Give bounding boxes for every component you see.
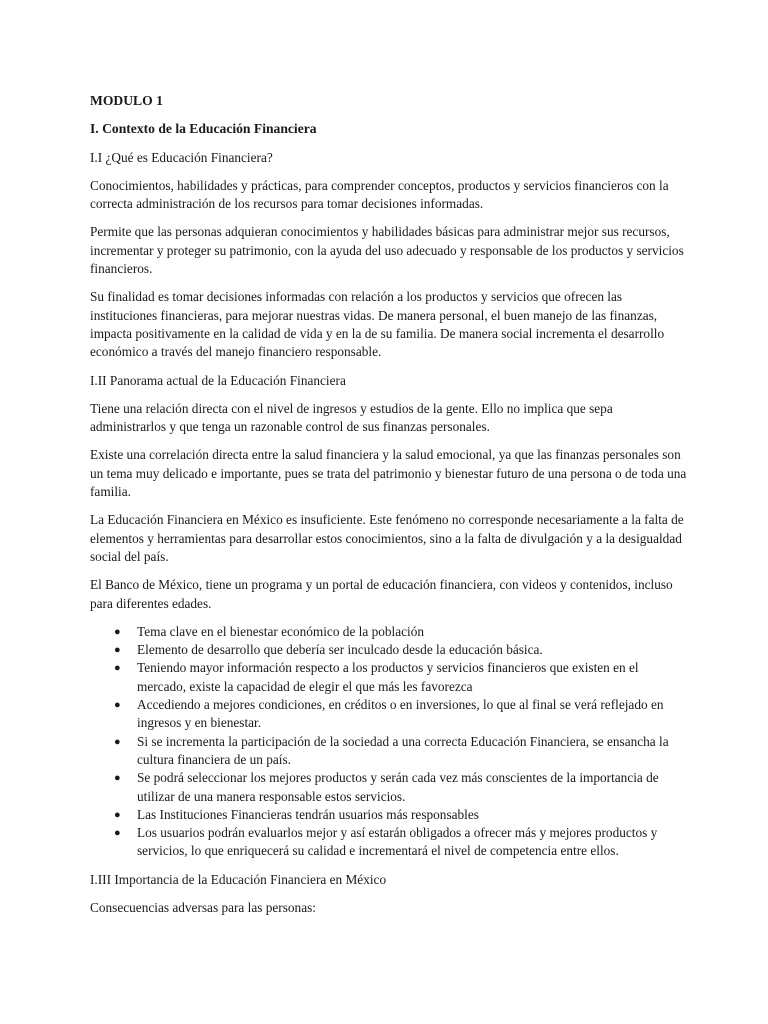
paragraph: Su finalidad es tomar decisiones informadas con relación a los productos y servicios que ofrecen las instituciones financieras, para mejorar nuestras vidas. De manera personal, el buen manejo de las finanzas, impacta positivamente en la calidad de vida y en la de su familia. De manera social incrementa el desarrollo económico a través del manejo financiero responsable.: [90, 289, 665, 360]
bullet-icon: ●: [114, 625, 121, 638]
bullet-item: [90, 824, 688, 861]
paragraph: Consecuencias adversas para las personas:: [90, 899, 316, 915]
bullet-icon: ●: [114, 735, 121, 748]
bullet-item: [90, 806, 688, 824]
paragraph: Existe una correlación directa entre la salud financiera y la salud emocional, ya que las finanzas personales son un tema muy delicado e importante, pues se trata del patrimonio y bienestar futuro de una persona o de toda una familia.: [90, 447, 687, 500]
subsection-heading-1: I.I ¿Qué es Educación Financiera?: [90, 149, 273, 165]
subsection-heading-3: I.III Importancia de la Educación Financiera en México: [90, 871, 387, 887]
bullet-icon: ●: [114, 827, 121, 840]
bullet-text: Teniendo mayor información respecto a los productos y servicios financieros que existen en el mercado, existe la capacidad de elegir el que más les favorezca: [137, 660, 639, 694]
bullet-text: Si se incrementa la participación de la sociedad a una correcta Educación Financiera, se ensancha la cultura financiera de un país.: [137, 733, 669, 767]
section-title: I. Contexto de la Educación Financiera: [90, 121, 317, 137]
bullet-item: [90, 623, 688, 641]
bullet-text: Elemento de desarrollo que debería ser inculcado desde la educación básica.: [137, 642, 543, 658]
bullet-icon: ●: [114, 808, 121, 821]
bullet-text: Tema clave en el bienestar económico de la población: [137, 623, 425, 639]
paragraph: El Banco de México, tiene un programa y un portal de educación financiera, con videos y contenidos, incluso para diferentes edades.: [90, 577, 673, 611]
bullet-icon: ●: [114, 699, 121, 712]
bullet-icon: ●: [114, 644, 121, 657]
bullet-text: Los usuarios podrán evaluarlos mejor y así estarán obligados a ofrecer más y mejores productos y servicios, lo que enriquecerá su calidad e incrementará el nivel de competencia entre ellos.: [137, 825, 658, 859]
bullet-item: [90, 641, 688, 659]
bullet-list: [90, 623, 688, 861]
bullet-item: [90, 696, 688, 733]
paragraph: Conocimientos, habilidades y prácticas, para comprender conceptos, productos y servicios financieros con la correcta administración de los recursos para tomar decisiones informadas.: [90, 177, 669, 212]
paragraph: Tiene una relación directa con el nivel de ingresos y estudios de la gente. Ello no implica que sepa administrarlos y que tenga un razonable control de sus finanzas personales.: [90, 400, 613, 435]
bullet-text: Accediendo a mejores condiciones, en créditos o en inversiones, lo que al final se verá reflejado en ingresos y en bienestar.: [137, 697, 664, 731]
bullet-icon: ●: [114, 662, 121, 675]
module-title: MODULO 1: [90, 93, 163, 108]
bullet-item: [90, 733, 688, 770]
paragraph: La Educación Financiera en México es insuficiente. Este fenómeno no corresponde necesariamente a la falta de elementos y herramientas para desarrollar estos conocimientos, sino a la falta de divulgación y a la desigualdad social del país.: [90, 512, 684, 564]
bullet-text: Las Instituciones Financieras tendrán usuarios más responsables: [137, 806, 479, 822]
bullet-item: [90, 659, 688, 696]
bullet-icon: ●: [114, 772, 121, 785]
subsection-heading-2: I.II Panorama actual de la Educación Financiera: [90, 372, 346, 388]
bullet-text: Se podrá seleccionar los mejores productos y serán cada vez más conscientes de la importancia de utilizar de una manera responsable estos servicios.: [137, 770, 659, 804]
bullet-item: [90, 769, 688, 806]
paragraph: Permite que las personas adquieran conocimientos y habilidades básicas para administrar mejor sus recursos, incrementar y proteger su patrimonio, con la ayuda del uso adecuado y responsable de los productos y servicios financieros.: [90, 224, 684, 277]
